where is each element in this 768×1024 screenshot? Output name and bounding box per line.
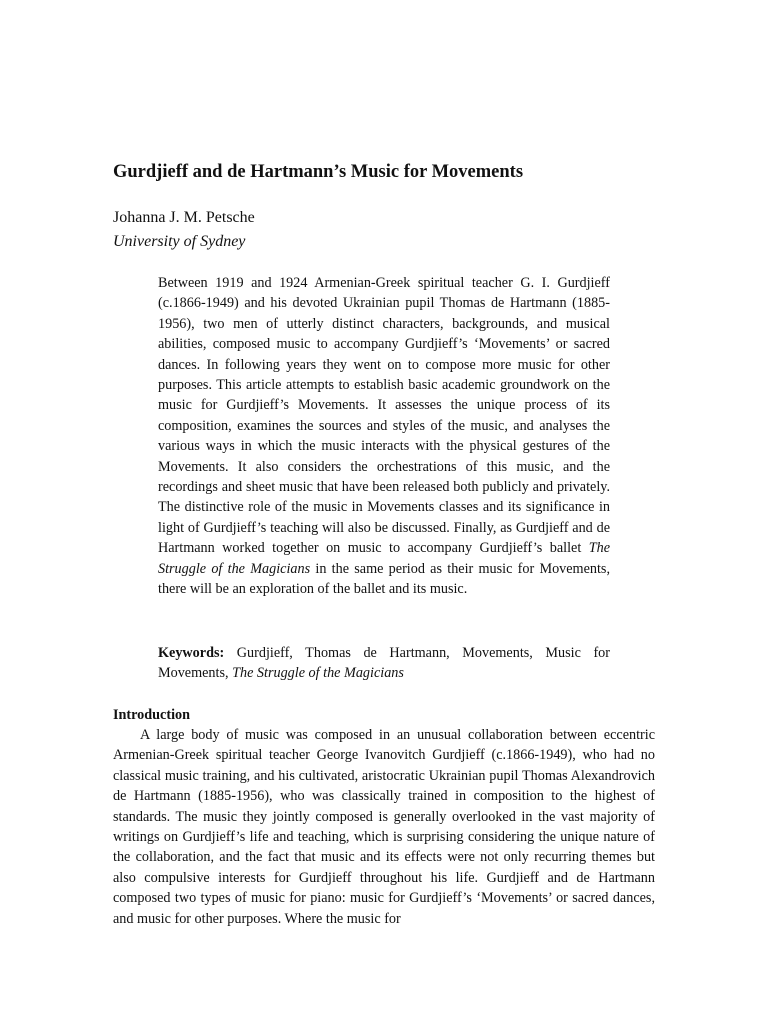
abstract-text: Between 1919 and 1924 Armenian-Greek spiritual teacher G. I. Gurdjieff (c.1866-1949) and his devoted Ukrainian pupil Thomas de Hartmann (1885-1956), two men of utterly distinct characters, backgrounds, and musical abilities, composed music to accompany Gurdjieff’s ‘Movements’ or sacred dances. In following years they went on to compose more music for other purposes. This article attempts to establish basic academic groundwork on the music for Gurdjieff’s Movements. It assesses the unique process of its composition, examines the sources and styles of the music, and analyses the various ways in which the music interacts with the physical gestures of the Movements. It also considers the orchestrations of this music, and the recordings and sheet music that have been released both publicly and privately. The distinctive role of the music in Movements classes and its significance in light of Gurdjieff’s teaching will also be discussed. Finally, as Gurdjieff and de Hartmann worked together on music to accompany Gurdjieff’s ballet: [158, 275, 610, 557]
keywords-list: Gurdjieff, Thomas de Hartmann, Movements, Music for Movements,: [158, 645, 610, 682]
author-name: Johanna J. M. Petsche: [113, 209, 255, 226]
paper-title: Gurdjieff and de Hartmann’s Music for Movements: [113, 162, 524, 182]
abstract: [158, 273, 610, 600]
section-heading-introduction: Introduction: [113, 707, 190, 723]
keywords-label: Keywords:: [158, 645, 225, 661]
abstract-text-end: in the same period as their music for Movements, there will be an exploration of the ballet and its music.: [158, 560, 610, 598]
keywords: [158, 643, 610, 684]
keywords-italic-term: The Struggle of the Magicians: [232, 665, 404, 682]
author-affiliation: University of Sydney: [113, 233, 246, 250]
introduction-paragraph: A large body of music was composed in an unusual collaboration between eccentric Armenian-Greek spiritual teacher George Ivanovitch Gurdjieff (c.1866-1949), who had no classical music training, and his cultivated, aristocratic Ukrainian pupil Thomas Alexandrovich de Hartmann (1885-1956), who was classically trained in composition to the highest of standards. The music they jointly composed is generally overlooked in the vast majority of writings on Gurdjieff’s life and teaching, which is surprising considering the unique nature of the collaboration, and the fact that music and its effects were not only recurring themes but also compulsive interests for Gurdjieff throughout his life. Gurdjieff and de Hartmann composed two types of music for piano: music for Gurdjieff’s ‘Movements’ or sacred dances, and music for other purposes. Where the music for: [113, 727, 655, 927]
ballet-title: The Struggle of the Magicians: [158, 540, 610, 577]
